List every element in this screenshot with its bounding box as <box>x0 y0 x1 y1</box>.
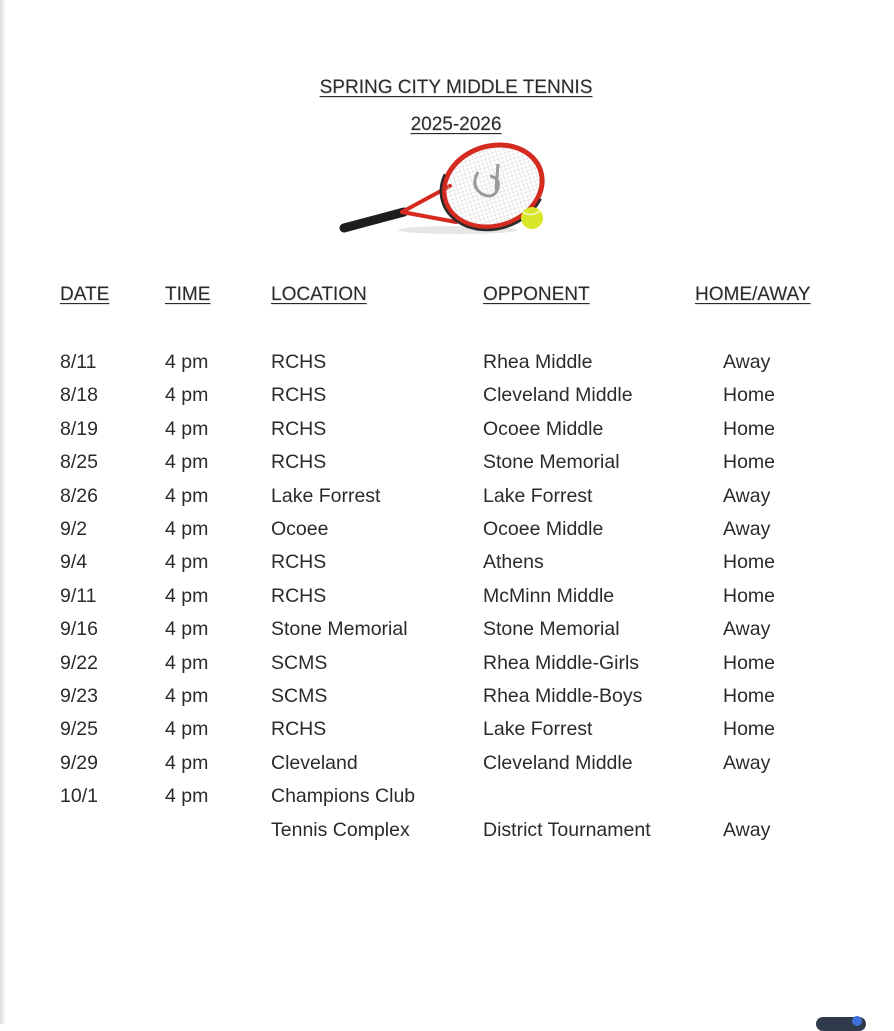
tennis-racket-icon <box>338 142 553 237</box>
table-cell-opponent: Cleveland Middle <box>483 384 633 406</box>
table-cell-time: 4 pm <box>165 618 209 640</box>
table-cell-location: RCHS <box>271 418 327 440</box>
table-cell-home-away: Away <box>723 752 771 774</box>
table-cell-opponent: Ocoee Middle <box>483 518 604 540</box>
table-cell-time: 4 pm <box>165 451 209 473</box>
table-cell-date: 9/25 <box>60 718 98 740</box>
table-cell-time: 4 pm <box>165 485 209 507</box>
table-cell-time: 4 pm <box>165 785 209 807</box>
table-cell-opponent: Rhea Middle-Girls <box>483 652 640 674</box>
table-cell-home-away: Home <box>723 718 776 740</box>
table-cell-home-away: Home <box>723 652 776 674</box>
table-cell-time: 4 pm <box>165 384 209 406</box>
table-cell-date: 10/1 <box>60 785 98 807</box>
table-cell-home-away: Home <box>723 551 776 573</box>
table-cell-date: 8/26 <box>60 485 98 507</box>
table-cell-date: 9/16 <box>60 618 98 640</box>
table-cell-home-away: Away <box>723 819 771 841</box>
table-cell-location: Ocoee <box>271 518 329 540</box>
table-cell-location: RCHS <box>271 351 327 373</box>
table-cell-home-away: Home <box>723 685 776 707</box>
table-cell-location: RCHS <box>271 718 327 740</box>
table-cell-opponent: Athens <box>483 551 544 573</box>
table-cell-home-away: Away <box>723 485 771 507</box>
table-cell-time: 4 pm <box>165 652 209 674</box>
table-cell-opponent: Lake Forrest <box>483 485 593 507</box>
table-cell-home-away: Home <box>723 418 776 440</box>
table-cell-date: 9/22 <box>60 652 98 674</box>
column-header-home-away: HOME/AWAY <box>695 284 811 305</box>
page-title: SPRING CITY MIDDLE TENNIS <box>319 77 593 98</box>
table-cell-time: 4 pm <box>165 585 209 607</box>
table-cell-time: 4 pm <box>165 351 209 373</box>
table-cell-date: 8/25 <box>60 451 98 473</box>
table-cell-location: RCHS <box>271 451 327 473</box>
table-cell-opponent: Ocoee Middle <box>483 418 604 440</box>
table-cell-home-away: Home <box>723 585 776 607</box>
table-cell-home-away: Home <box>723 384 776 406</box>
table-cell-date: 9/11 <box>60 585 97 607</box>
column-header-time: TIME <box>165 284 211 305</box>
column-header-opponent: OPPONENT <box>483 284 590 305</box>
table-cell-date: 9/2 <box>60 518 88 540</box>
column-header-location: LOCATION <box>271 284 367 305</box>
table-cell-location: Lake Forrest <box>271 485 381 507</box>
table-cell-date: 9/4 <box>60 551 88 573</box>
table-cell-time: 4 pm <box>165 518 209 540</box>
table-cell-time: 4 pm <box>165 551 209 573</box>
table-cell-location: RCHS <box>271 551 327 573</box>
table-cell-opponent: Rhea Middle <box>483 351 593 373</box>
table-cell-opponent: District Tournament <box>483 819 651 841</box>
table-cell-location: SCMS <box>271 685 328 707</box>
table-cell-home-away: Away <box>723 618 771 640</box>
table-cell-opponent: Rhea Middle-Boys <box>483 685 643 707</box>
page-edge-shadow <box>0 0 6 1024</box>
table-cell-location: Champions Club <box>271 785 416 807</box>
table-cell-time: 4 pm <box>165 752 209 774</box>
table-cell-date: 8/18 <box>60 384 98 406</box>
table-cell-time: 4 pm <box>165 718 209 740</box>
table-cell-home-away: Away <box>723 518 771 540</box>
table-cell-date: 8/11 <box>60 351 97 373</box>
table-cell-opponent: Stone Memorial <box>483 618 620 640</box>
table-cell-date: 9/29 <box>60 752 98 774</box>
table-cell-location: RCHS <box>271 585 327 607</box>
table-cell-opponent: Lake Forrest <box>483 718 593 740</box>
table-cell-location: Tennis Complex <box>271 819 410 841</box>
column-header-date: DATE <box>60 284 110 305</box>
table-cell-opponent: Stone Memorial <box>483 451 620 473</box>
table-cell-opponent: McMinn Middle <box>483 585 615 607</box>
table-cell-date: 9/23 <box>60 685 98 707</box>
table-cell-location: RCHS <box>271 384 327 406</box>
table-cell-date: 8/19 <box>60 418 98 440</box>
table-cell-time: 4 pm <box>165 418 209 440</box>
table-cell-time: 4 pm <box>165 685 209 707</box>
table-cell-location: Cleveland <box>271 752 358 774</box>
table-cell-home-away: Home <box>723 451 776 473</box>
table-cell-location: SCMS <box>271 652 328 674</box>
table-cell-opponent: Cleveland Middle <box>483 752 633 774</box>
scroll-indicator-dot <box>852 1016 862 1026</box>
table-cell-home-away: Away <box>723 351 771 373</box>
table-cell-location: Stone Memorial <box>271 618 408 640</box>
season-subtitle: 2025-2026 <box>410 114 502 135</box>
